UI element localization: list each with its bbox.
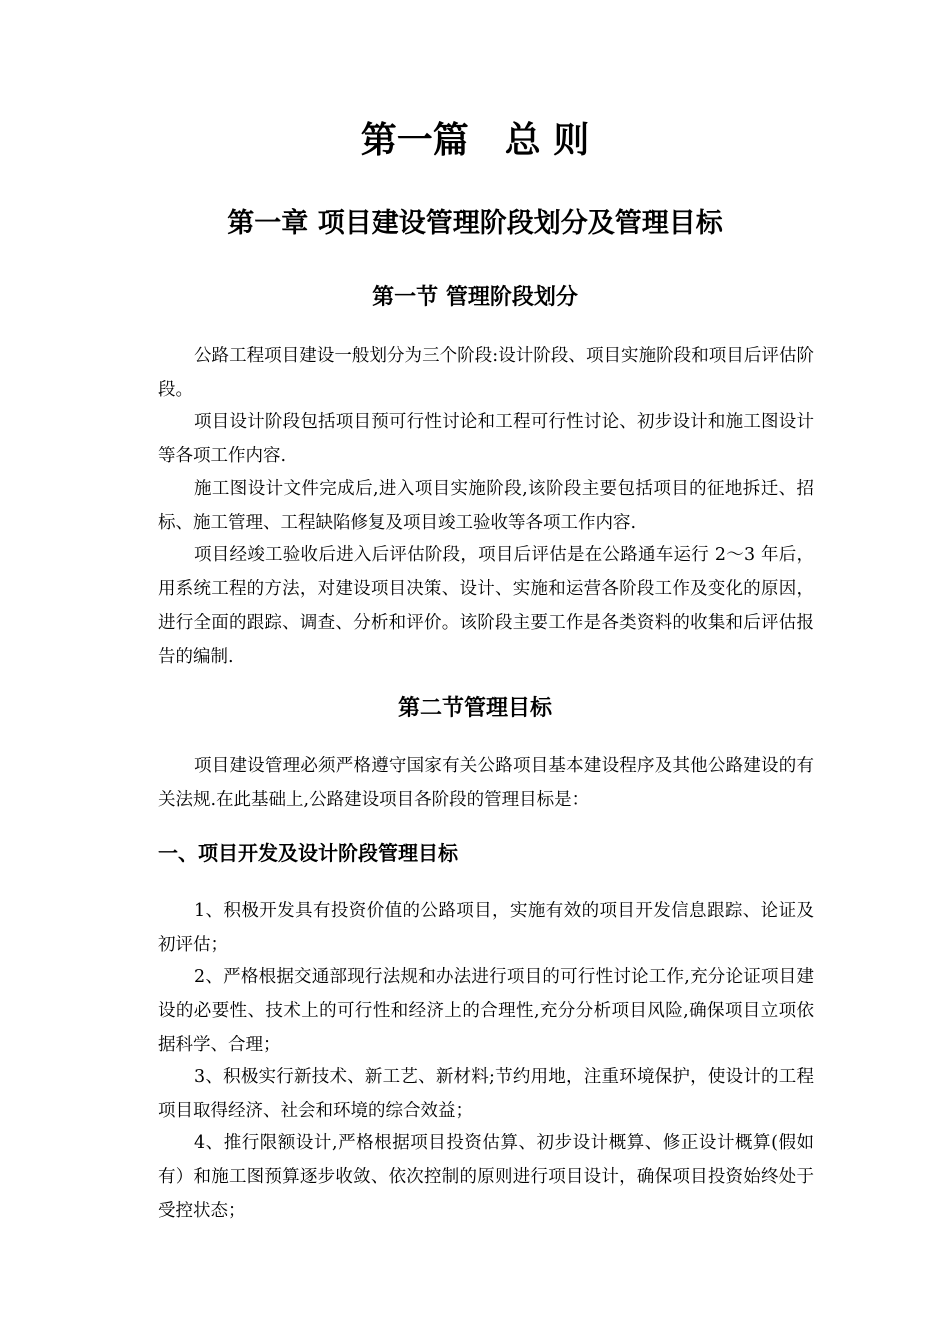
paragraph: 项目建设管理必须严格遵守国家有关公路项目基本建设程序及其他公路建设的有关法规.在此基础上,公路建设项目各阶段的管理目标是： <box>158 756 814 810</box>
section-title-2: 第二节管理目标 <box>397 696 552 721</box>
section-title-1: 第一节 管理阶段划分 <box>372 285 578 310</box>
chapter-title: 第一章 项目建设管理阶段划分及管理目标 <box>227 208 723 239</box>
paragraph: 公路工程项目建设一般划分为三个阶段:设计阶段、项目实施阶段和项目后评估阶段。 <box>158 346 814 400</box>
paragraph: 施工图设计文件完成后,进入项目实施阶段,该阶段主要包括项目的征地拆迁、招标、施工管理、工程缺陷修复及项目竣工验收等各项工作内容. <box>158 479 814 533</box>
paragraph: 项目经竣工验收后进入后评估阶段，项目后评估是在公路通车运行 2～3 年后，用系统工程的方法，对建设项目决策、设计、实施和运营各阶段工作及变化的原因，进行全面的跟踪、调查、分析和评价。该阶段主要工作是各类资料的收集和后评估报告的编制. <box>158 545 814 667</box>
part-title: 第一篇 总 则 <box>360 120 590 161</box>
list-item: 2、严格根据交通部现行法规和办法进行项目的可行性讨论工作,充分论证项目建设的必要性、技术上的可行性和经济上的合理性,充分分析项目风险,确保项目立项依据科学、合理； <box>158 967 814 1055</box>
paragraph: 项目设计阶段包括项目预可行性讨论和工程可行性讨论、初步设计和施工图设计等各项工作内容. <box>158 412 814 466</box>
list-item: 1、积极开发具有投资价值的公路项目，实施有效的项目开发信息跟踪、论证及初评估； <box>158 901 814 955</box>
list-item: 3、积极实行新技术、新工艺、新材料;节约用地，注重环境保护，使设计的工程项目取得经济、社会和环境的综合效益； <box>158 1067 814 1121</box>
subsection-title: 一、项目开发及设计阶段管理目标 <box>158 841 458 865</box>
list-item: 4、推行限额设计,严格根据项目投资估算、初步设计概算、修正设计概算(假如有）和施工图预算逐步收敛、依次控制的原则进行项目设计，确保项目投资始终处于受控状态； <box>158 1133 814 1221</box>
